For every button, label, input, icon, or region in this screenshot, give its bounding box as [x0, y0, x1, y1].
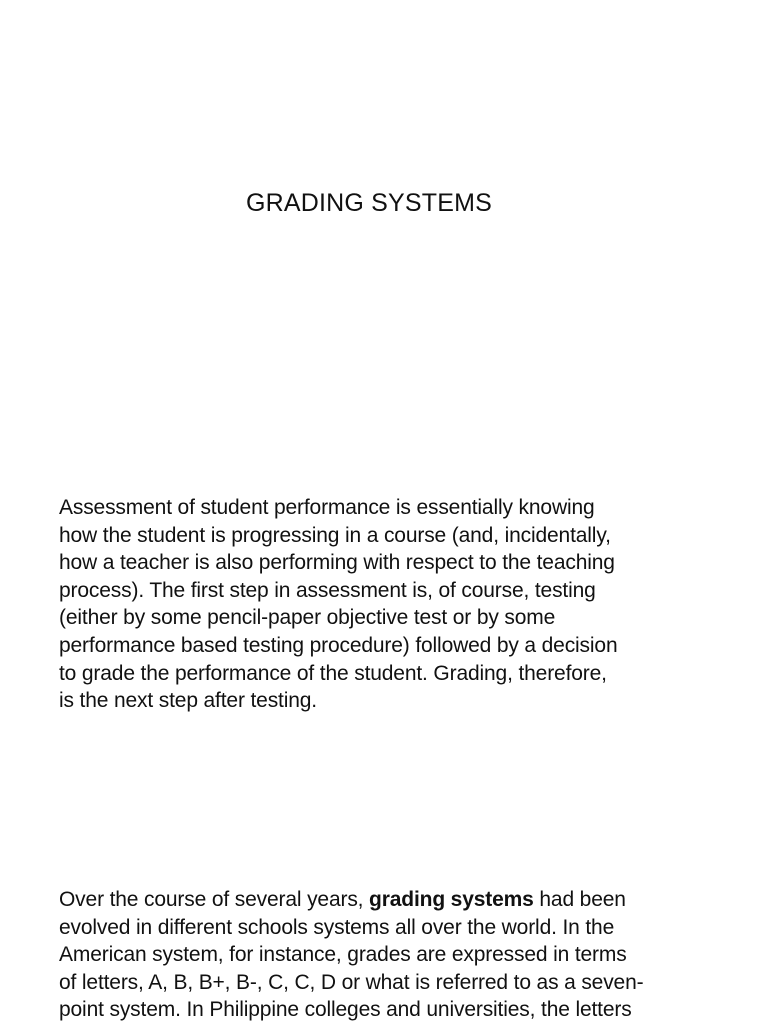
paragraph-line: process). The first step in assessment is, of course, testing: [59, 578, 596, 602]
paragraph-line: of letters, A, B, B+, B-, C, C, D or what is referred to as a seven-: [59, 970, 644, 994]
paragraph-line: [59, 886, 719, 914]
paragraph-grading-systems: [59, 886, 719, 1024]
paragraph-line: Assessment of student performance is essentially knowing: [59, 496, 595, 519]
paragraph-line: how a teacher is also performing with respect to the teaching: [59, 551, 615, 575]
paragraph-text: had been: [533, 888, 626, 911]
paragraph-line: point system. In Philippine colleges and universities, the letters: [59, 998, 632, 1022]
paragraph-line: (either by some pencil-paper objective test or by some: [59, 606, 556, 630]
paragraph-line: is the next step after testing.: [59, 689, 317, 713]
paragraph-line: American system, for instance, grades are expressed in terms: [59, 943, 627, 967]
paragraph-text: Over the course of several years,: [59, 888, 370, 911]
paragraph-assessment: [59, 494, 719, 715]
paragraph-line: evolved in different schools systems all over the world. In the: [59, 915, 615, 939]
paragraph-line: to grade the performance of the student. Grading, therefore,: [59, 661, 607, 685]
paragraph-line: performance based testing procedure) followed by a decision: [59, 633, 618, 657]
page-title: GRADING SYSTEMS: [245, 189, 493, 217]
bold-term: grading systems: [369, 888, 534, 911]
paragraph-line: how the student is progressing in a course (and, incidentally,: [59, 523, 611, 547]
